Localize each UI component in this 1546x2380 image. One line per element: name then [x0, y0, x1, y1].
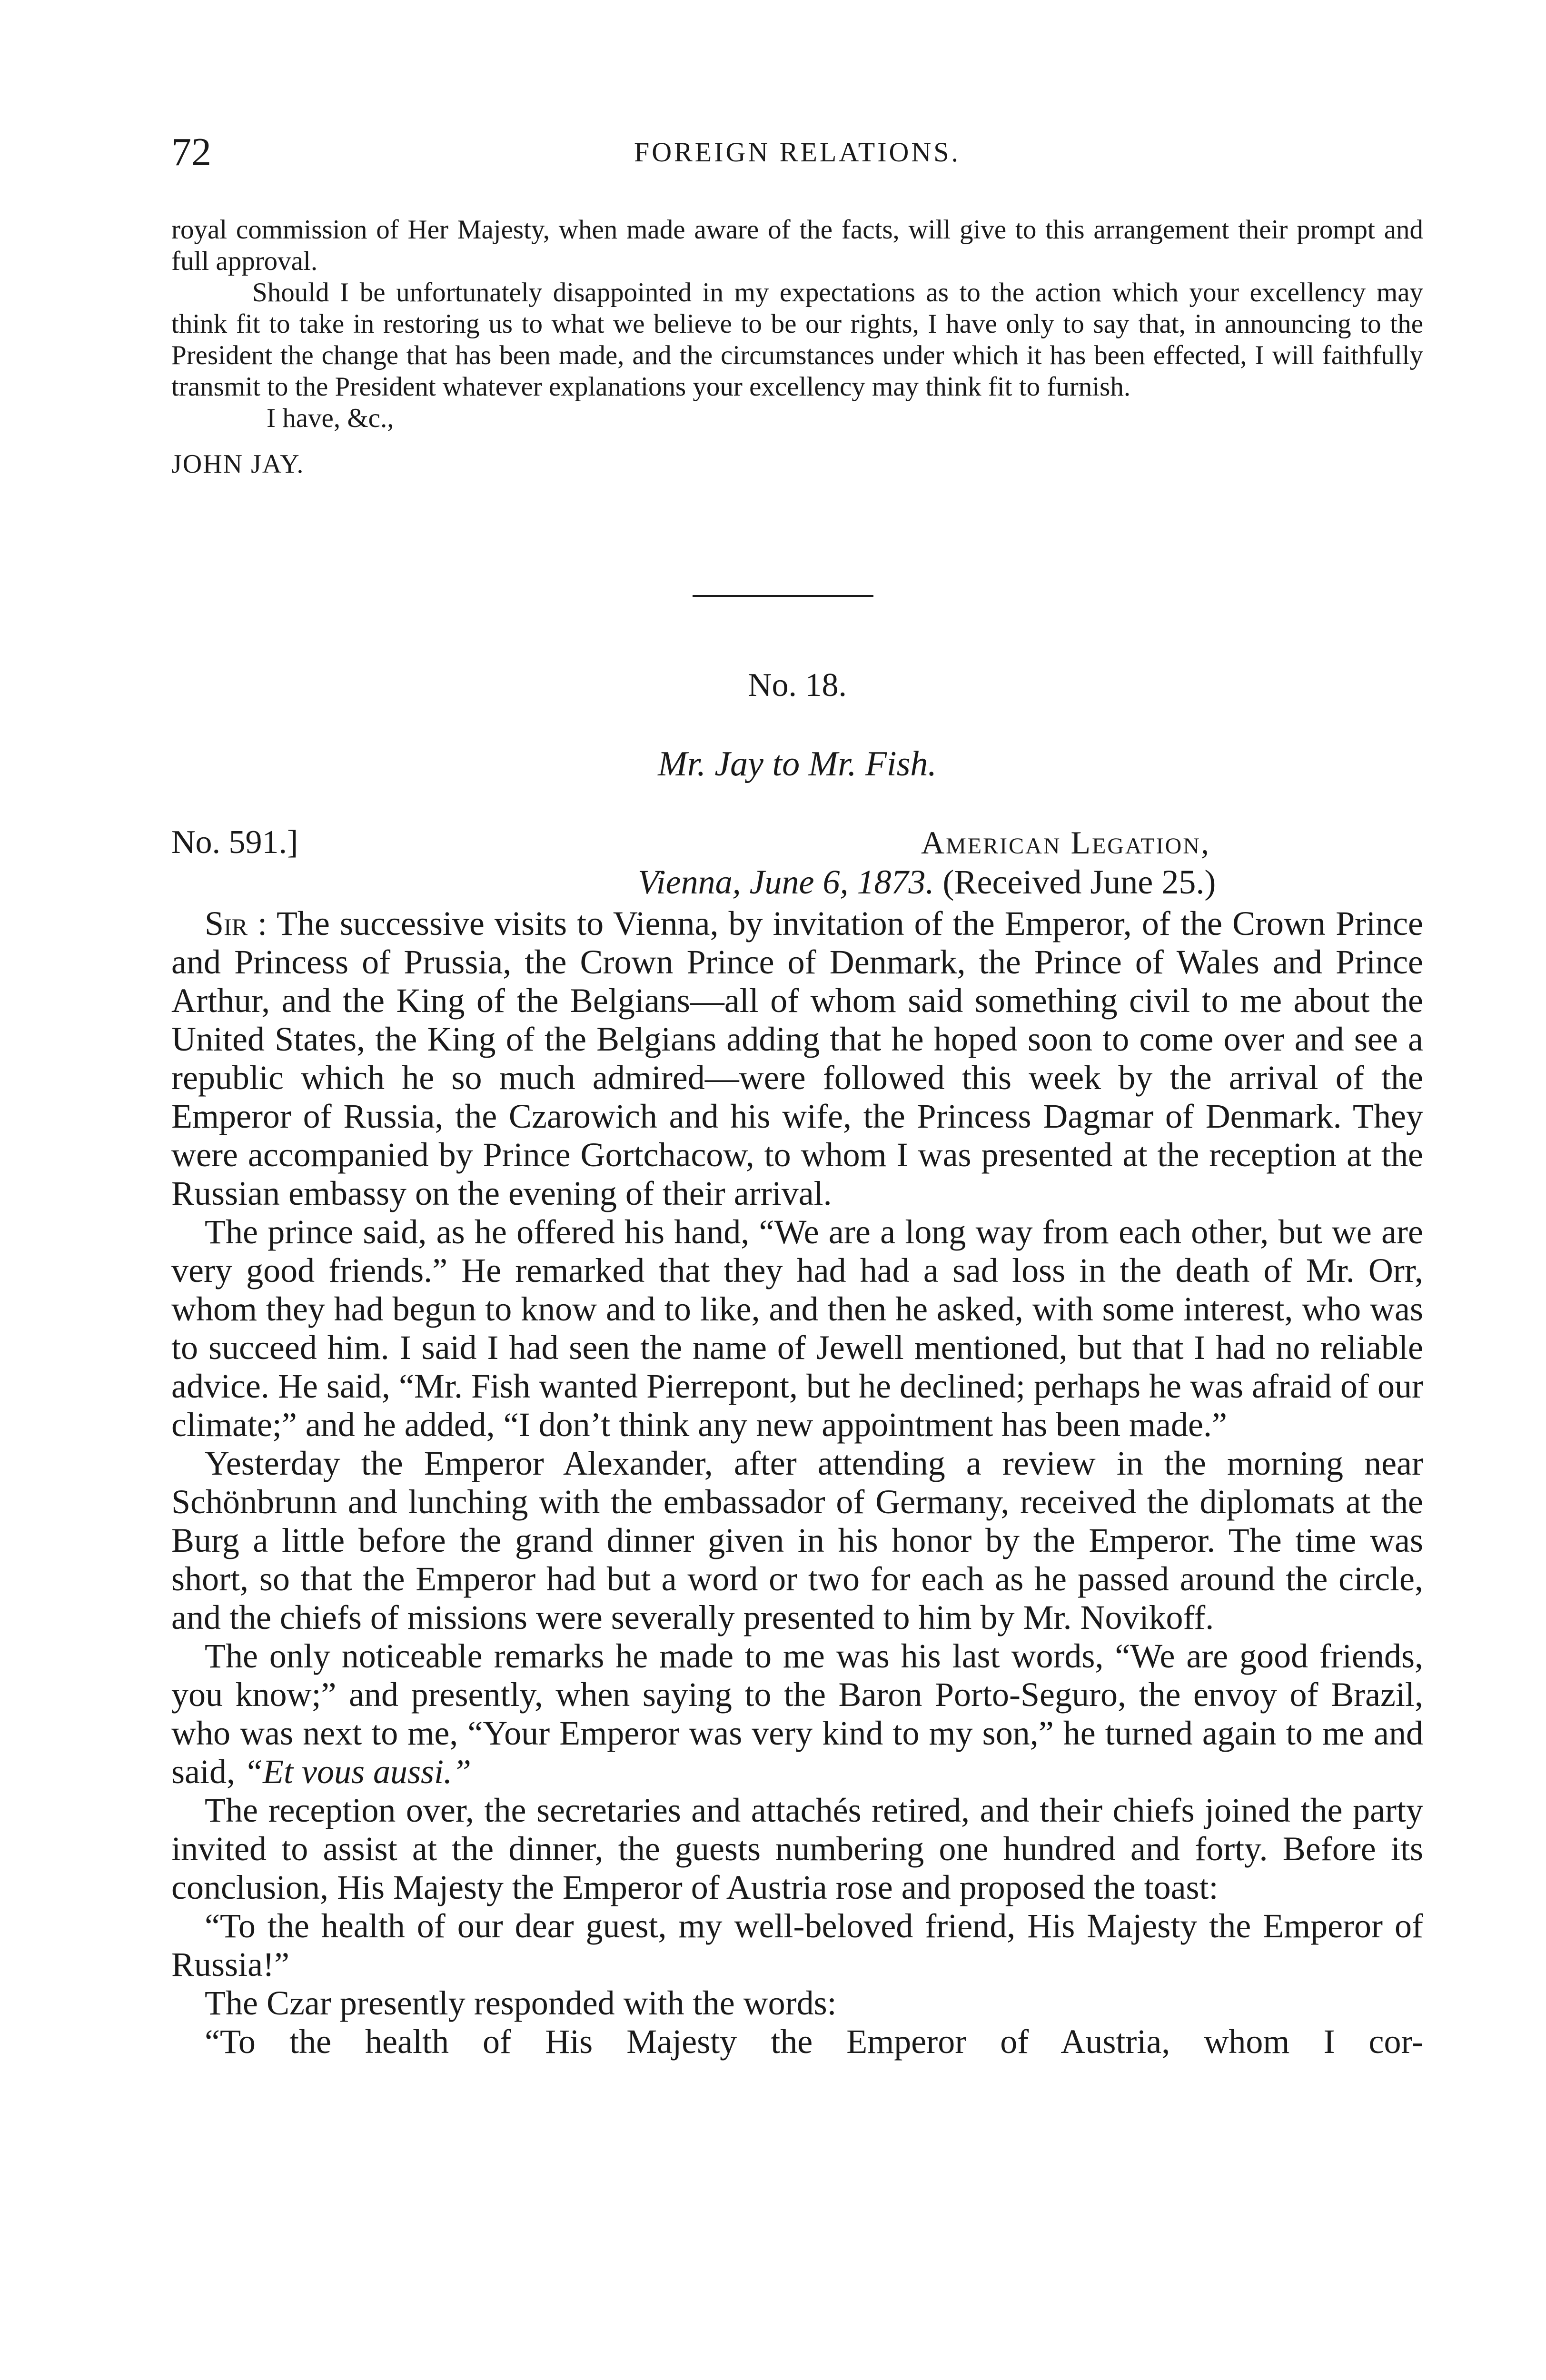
document-number: No. 18. — [747, 667, 847, 704]
document-title: Mr. Jay to Mr. Fish. — [658, 744, 937, 783]
place-and-date: Vienna, June 6, 1873. — [638, 863, 934, 901]
body-paragraph: Yesterday the Emperor Alexander, after attending a review in the morning near Schönbrunn and lunching with the embassador of Germany, received the diplomats at the Burg a little before the grand dinner given in his honor by the Emperor. The time was short, so that the Emperor had but a word or two for each as he passed around the circle, and the chiefs of missions were severally presented to him by Mr. Novikoff. — [171, 1444, 1423, 1636]
section-divider — [693, 595, 873, 597]
french-quote: “Et vous aussi.” — [243, 1753, 472, 1791]
body-paragraph: The prince said, as he offered his hand, “We are a long way from each other, but we are very good friends.” He remarked that they had had a sad loss in the death of Mr. Orr, whom they had begun to know and to like, and then he asked, with some interest, who was to succeed him. I said I had seen the name of Jewell mentioned, but that I had no reliable advice. He said, “Mr. Fish wanted Pierrepont, but he declined; perhaps he was afraid of our climate;” and he added, “I don’t think any new appointment has been made.” — [171, 1213, 1423, 1444]
dispatch-number: No. 591.] — [171, 824, 298, 861]
body-paragraph — [171, 904, 1423, 1213]
body-paragraph — [171, 1637, 1423, 1791]
body-paragraph: “To the health of our dear guest, my well-beloved friend, His Majesty the Emperor of Russia!” — [171, 1907, 1423, 1983]
page-number: 72 — [171, 130, 211, 174]
body-paragraph: The Czar presently responded with the words: — [205, 1984, 837, 2022]
salutation: Sir : — [205, 904, 268, 942]
running-title: FOREIGN RELATIONS. — [634, 137, 961, 168]
paragraph-text: The successive visits to Vienna, by invitation of the Emperor, of the Crown Prince and Princess of Prussia, the Crown Prince of Denmark, the Prince of Wales and Prince Arthur, and the King of the Belgians—all of whom said something civil to me about the United States, the King of the Belgians adding that he hoped soon to come over and see a republic which he so much admired—were followed this week by the arrival of the Emperor of Russia, the Czarowich and his wife, the Princess Dagmar of Denmark. They were accompanied by Prince Gortchacow, to whom I was presented at the reception at the Russian embassy on the evening of their arrival. — [171, 904, 1424, 1212]
body-paragraph: The reception over, the secretaries and attachés retired, and their chiefs joined the party invited to assist at the dinner, the guests numbering one hundred and forty. Before its conclusion, His Majesty the Emperor of Austria rose and proposed the toast: — [171, 1791, 1423, 1906]
dateline — [638, 861, 1216, 903]
letter-body — [171, 904, 1423, 2061]
previous-letter-paragraph: Should I be unfortunately disappointed in my expectations as to the action which your excellency may think fit to take in restoring us to what we believe to be our rights, I have only to say that, in announcing to the President the change that has been made, and the circumstances under which it has been effected, I will faithfully transmit to the President whatever explanations your excellency may think fit to furnish. — [171, 278, 1423, 402]
previous-letter-signature: JOHN JAY. — [171, 449, 305, 479]
legation-heading: American Legation, — [921, 824, 1210, 861]
previous-letter-paragraph: royal commission of Her Majesty, when made aware of the facts, will give to this arrangement their prompt and full approval. — [171, 215, 1423, 276]
document-page — [171, 0, 1423, 2380]
running-header — [171, 126, 1423, 178]
body-paragraph: “To the health of His Majesty the Emperor of Austria, whom I cor- — [205, 2023, 1423, 2061]
previous-letter-closing: I have, &c., — [267, 403, 394, 433]
paragraph-text: The only noticeable remarks he made to me was his last words, “We are good friends, you know;” and presently, when saying to the Baron Porto-Seguro, the envoy of Brazil, who was next to me, “Your Emperor was very kind to my son,” he turned again to me and said, — [171, 1637, 1423, 1791]
previous-letter-conclusion — [171, 214, 1423, 480]
received-date: (Received June 25.) — [942, 863, 1216, 901]
